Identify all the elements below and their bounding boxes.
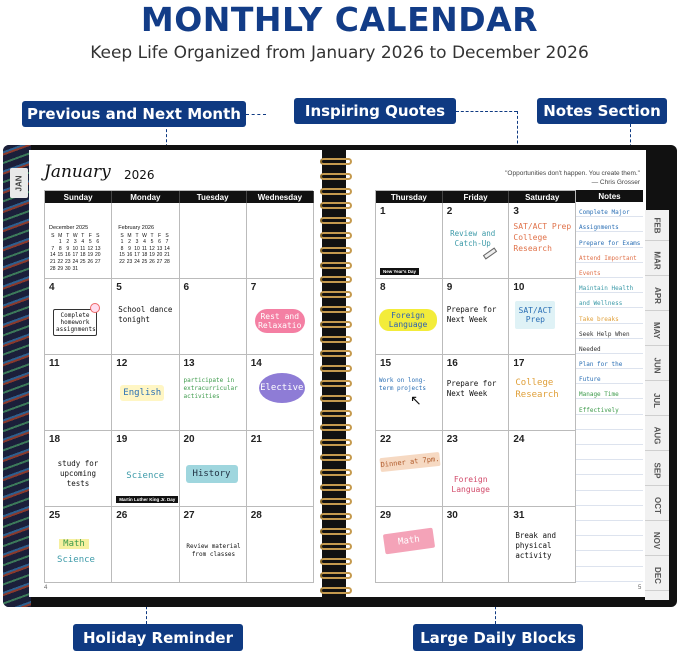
tab-label: DEC (652, 566, 662, 584)
day-number: 25 (49, 510, 61, 521)
tab-feb[interactable] (645, 210, 669, 241)
tab-label: NOV (652, 531, 662, 549)
day-entry: Science (57, 555, 95, 565)
day-entry: Complete homework assignments (53, 309, 97, 336)
day-cell-13[interactable] (180, 355, 247, 431)
spiral-ring (320, 158, 352, 165)
tab-label: FEB (652, 217, 662, 233)
note-line[interactable] (576, 567, 643, 582)
day-cell-empty[interactable] (247, 203, 314, 279)
holiday-label: New Year's Day (380, 268, 419, 275)
note-line[interactable]: Seek Help When (576, 324, 643, 339)
day-sticker: Math (383, 528, 435, 555)
spiral-ring (320, 173, 352, 180)
day-cell-20[interactable] (180, 431, 247, 507)
day-entry: Prepare for Next Week (446, 305, 497, 324)
spiral-ring (320, 587, 352, 594)
day-number: 6 (183, 282, 190, 293)
mini-calendar-title: February 2026 (118, 225, 155, 231)
day-entry: participate in extracurricular activities (183, 377, 238, 400)
spiral-ring (320, 188, 352, 195)
day-cell-28[interactable] (247, 507, 314, 583)
spiral-ring (320, 528, 352, 535)
header-sunday: Sunday (45, 191, 112, 203)
mini-calendar-next-cell (112, 203, 179, 279)
day-number: 30 (446, 510, 458, 521)
day-cell-6[interactable] (180, 279, 247, 355)
mini-calendar-december (49, 225, 102, 272)
day-number: 3 (513, 206, 519, 217)
note-line[interactable]: Effectively (576, 399, 643, 414)
day-number: 21 (250, 434, 262, 445)
day-cell-7[interactable] (247, 279, 314, 355)
spiral-ring (320, 380, 352, 387)
note-line[interactable] (576, 551, 643, 566)
tab-label: MAY (652, 321, 662, 339)
note-line[interactable] (576, 536, 643, 551)
callout-prev-next-month: Previous and Next Month (22, 101, 246, 127)
day-number: 24 (513, 434, 525, 445)
note-line[interactable]: Events (576, 263, 643, 278)
note-line[interactable] (576, 491, 643, 506)
right-calendar-grid (375, 190, 575, 583)
spiral-ring (320, 469, 352, 476)
spiral-ring (320, 439, 352, 446)
quote-author: — Chris Grosser (591, 179, 640, 186)
spiral-binding (318, 150, 354, 600)
tab-label: SEP (652, 461, 662, 479)
day-entry: SAT/ACT Prep College Research (513, 222, 572, 253)
spiral-ring (320, 498, 352, 505)
tab-label: JUN (652, 356, 662, 374)
day-cell-empty[interactable] (180, 203, 247, 279)
day-number: 11 (49, 358, 60, 369)
spiral-ring (320, 217, 352, 224)
tab-oct[interactable] (645, 490, 669, 521)
day-cell-5[interactable] (112, 279, 179, 355)
inspiring-quote (468, 169, 640, 187)
day-number: 28 (250, 510, 262, 521)
day-cell-2[interactable] (443, 203, 510, 279)
header-wednesday: Wednesday (247, 191, 314, 203)
day-cell-11[interactable] (45, 355, 112, 431)
day-number: 18 (49, 434, 61, 445)
day-entry: Prepare for Next Week (446, 379, 497, 398)
tab-label: APR (652, 286, 662, 304)
mini-calendar-previous-cell (45, 203, 112, 279)
cursor-icon: ↖ (410, 392, 422, 408)
notes-lines (576, 202, 643, 582)
note-line[interactable] (576, 506, 643, 521)
alarm-icon (90, 303, 100, 313)
tab-aug[interactable] (645, 420, 669, 451)
notes-header: Notes (576, 190, 643, 202)
page-number-left: 4 (44, 585, 48, 591)
header-saturday: Saturday (509, 191, 576, 203)
day-cell-18[interactable] (45, 431, 112, 507)
day-number: 1 (380, 206, 386, 217)
day-cell-15[interactable] (376, 355, 443, 431)
day-number: 23 (446, 434, 458, 445)
day-cell-29[interactable] (376, 507, 443, 583)
header-monday: Monday (112, 191, 179, 203)
callout-large-daily-blocks: Large Daily Blocks (413, 624, 583, 651)
tab-mar[interactable] (645, 245, 669, 276)
tab-sep[interactable] (645, 455, 669, 486)
spiral-ring (320, 395, 352, 402)
day-sticker: History (186, 465, 238, 483)
note-line[interactable]: Future (576, 369, 643, 384)
callout-inspiring-quotes: Inspiring Quotes (294, 98, 456, 124)
note-line[interactable] (576, 430, 643, 445)
day-sticker: SAT/ACT Prep (515, 301, 555, 329)
day-number: 4 (49, 282, 55, 293)
tab-jan[interactable]: JAN (10, 168, 28, 198)
month-tabs (645, 210, 669, 600)
day-sticker: Foreign Language (379, 309, 437, 331)
day-sticker: Dinner at 7pm. (379, 452, 440, 472)
day-entry: Review and Catch-Up (450, 229, 496, 248)
header-friday: Friday (443, 191, 510, 203)
tab-may[interactable] (645, 315, 669, 346)
mini-calendar-february (118, 225, 171, 266)
day-number: 19 (116, 434, 128, 445)
header-thursday: Thursday (376, 191, 443, 203)
note-line[interactable]: Needed (576, 339, 643, 354)
note-line[interactable] (576, 445, 643, 460)
day-cell-30[interactable] (443, 507, 510, 583)
spiral-ring (320, 262, 352, 269)
day-number: 2 (446, 206, 453, 217)
day-cell-4[interactable] (45, 279, 112, 355)
day-number: 13 (183, 358, 195, 369)
tab-nov[interactable] (645, 525, 669, 556)
spiral-ring (320, 454, 352, 461)
month-name: January (44, 162, 111, 182)
day-cell-9[interactable] (443, 279, 510, 355)
note-line[interactable] (576, 460, 643, 475)
note-line[interactable]: Maintain Health (576, 278, 643, 293)
day-sticker: English (120, 385, 164, 401)
spiral-ring (320, 306, 352, 313)
day-cell-1[interactable] (376, 203, 443, 279)
day-cell-3[interactable] (509, 203, 576, 279)
day-entry: Review material from classes (186, 543, 241, 558)
note-line[interactable] (576, 521, 643, 536)
spiral-ring (320, 543, 352, 550)
tab-label: JUL (652, 392, 662, 408)
spiral-ring (320, 247, 352, 254)
day-cell-24[interactable] (509, 431, 576, 507)
day-number: 31 (513, 510, 525, 521)
tab-jun[interactable] (645, 350, 669, 381)
spiral-ring (320, 572, 352, 579)
day-cell-23[interactable] (443, 431, 510, 507)
spiral-ring (320, 276, 352, 283)
day-entry: Break and physical activity (515, 531, 557, 560)
day-cell-17[interactable] (509, 355, 576, 431)
note-line[interactable]: Prepare for Exams (576, 232, 643, 247)
page-subtitle: Keep Life Organized from January 2026 to December 2026 (90, 43, 589, 63)
day-entry: Math (59, 539, 89, 549)
spiral-ring (320, 336, 352, 343)
leader-prev-next (246, 114, 266, 115)
day-cell-21[interactable] (247, 431, 314, 507)
tab-label: AUG (652, 426, 662, 444)
tab-label: OCT (652, 496, 662, 514)
day-cell-8[interactable] (376, 279, 443, 355)
tab-label: MAR (652, 250, 662, 270)
page-number-right: 5 (638, 585, 642, 591)
spiral-ring (320, 410, 352, 417)
day-number: 29 (380, 510, 392, 521)
day-sticker: Elective (259, 373, 305, 403)
day-number: 20 (183, 434, 195, 445)
quote-text: "Opportunities don't happen. You create them." (505, 170, 640, 177)
note-line[interactable] (576, 475, 643, 490)
tab-apr[interactable] (645, 280, 669, 311)
day-number: 8 (380, 282, 386, 293)
day-cell-22[interactable] (376, 431, 443, 507)
spiral-ring (320, 321, 352, 328)
day-cell-27[interactable] (180, 507, 247, 583)
day-entry: study for upcoming tests (57, 459, 99, 488)
tab-jul[interactable] (645, 385, 669, 416)
page-title: MONTHLY CALENDAR (140, 0, 539, 39)
note-line[interactable]: Assignments (576, 217, 643, 232)
left-calendar-grid (44, 190, 313, 583)
note-line[interactable]: Manage Time (576, 384, 643, 399)
day-number: 9 (446, 282, 453, 293)
day-entry: School dance tonight (118, 305, 173, 324)
spiral-ring (320, 202, 352, 209)
pencil-icon (483, 247, 497, 259)
callout-notes-section: Notes Section (537, 98, 667, 124)
day-cell-16[interactable] (443, 355, 510, 431)
spiral-ring (320, 232, 352, 239)
day-number: 14 (250, 358, 262, 369)
day-cell-12[interactable] (112, 355, 179, 431)
note-line[interactable] (576, 415, 643, 430)
spiral-ring (320, 291, 352, 298)
day-number: 15 (380, 358, 392, 369)
day-cell-19[interactable] (112, 431, 179, 507)
notes-section (575, 190, 643, 582)
day-cell-25[interactable] (45, 507, 112, 583)
mini-calendar-table: S M T W T F S 1 2 3 4 5 6 7 8 9 10 11 12 13 14 15 16 17 18 19 20 21 22 23 24 25 26 27 28 29 30 31 (49, 232, 101, 272)
tab-dec[interactable] (645, 560, 669, 591)
spiral-ring (320, 350, 352, 357)
day-entry: Foreign Language (451, 475, 490, 494)
holiday-label: Martin Luther King Jr. Day (116, 496, 178, 503)
spiral-ring (320, 513, 352, 520)
leader-quotes-h (456, 111, 517, 112)
spiral-ring (320, 484, 352, 491)
day-cell-10[interactable] (509, 279, 576, 355)
spiral-ring (320, 365, 352, 372)
spiral-ring (320, 558, 352, 565)
note-line[interactable]: and Wellness (576, 293, 643, 308)
month-year: 2026 (124, 168, 155, 182)
day-number: 7 (250, 282, 257, 293)
mini-calendar-table: S M T W T F S 1 2 3 4 5 6 7 8 9 10 11 12 13 14 15 16 17 18 19 20 21 22 23 24 25 26 27 28 (119, 232, 170, 265)
note-line[interactable]: Complete Major (576, 202, 643, 217)
mini-calendar-title: December 2025 (49, 225, 89, 231)
day-cell-31[interactable] (509, 507, 576, 583)
day-number: 10 (513, 282, 525, 293)
day-number: 26 (116, 510, 128, 521)
note-line[interactable]: Plan for the (576, 354, 643, 369)
day-number: 27 (183, 510, 195, 521)
day-entry: Science (126, 471, 165, 481)
day-entry: College Research (515, 378, 559, 400)
day-cell-26[interactable] (112, 507, 179, 583)
callout-holiday-reminder: Holiday Reminder (73, 624, 243, 651)
day-number: 16 (446, 358, 458, 369)
day-number: 12 (116, 358, 128, 369)
spiral-ring (320, 424, 352, 431)
day-number: 17 (513, 358, 525, 369)
note-line[interactable]: Attend Important (576, 248, 643, 263)
header-tuesday: Tuesday (180, 191, 247, 203)
day-cell-14[interactable] (247, 355, 314, 431)
day-number: 5 (116, 282, 122, 293)
cover-pattern (3, 145, 31, 607)
day-number: 22 (380, 434, 392, 445)
note-line[interactable]: Take breaks (576, 308, 643, 323)
day-sticker: Rest and Relaxatio (255, 309, 305, 333)
day-entry: Work on long-term projects (379, 377, 426, 392)
